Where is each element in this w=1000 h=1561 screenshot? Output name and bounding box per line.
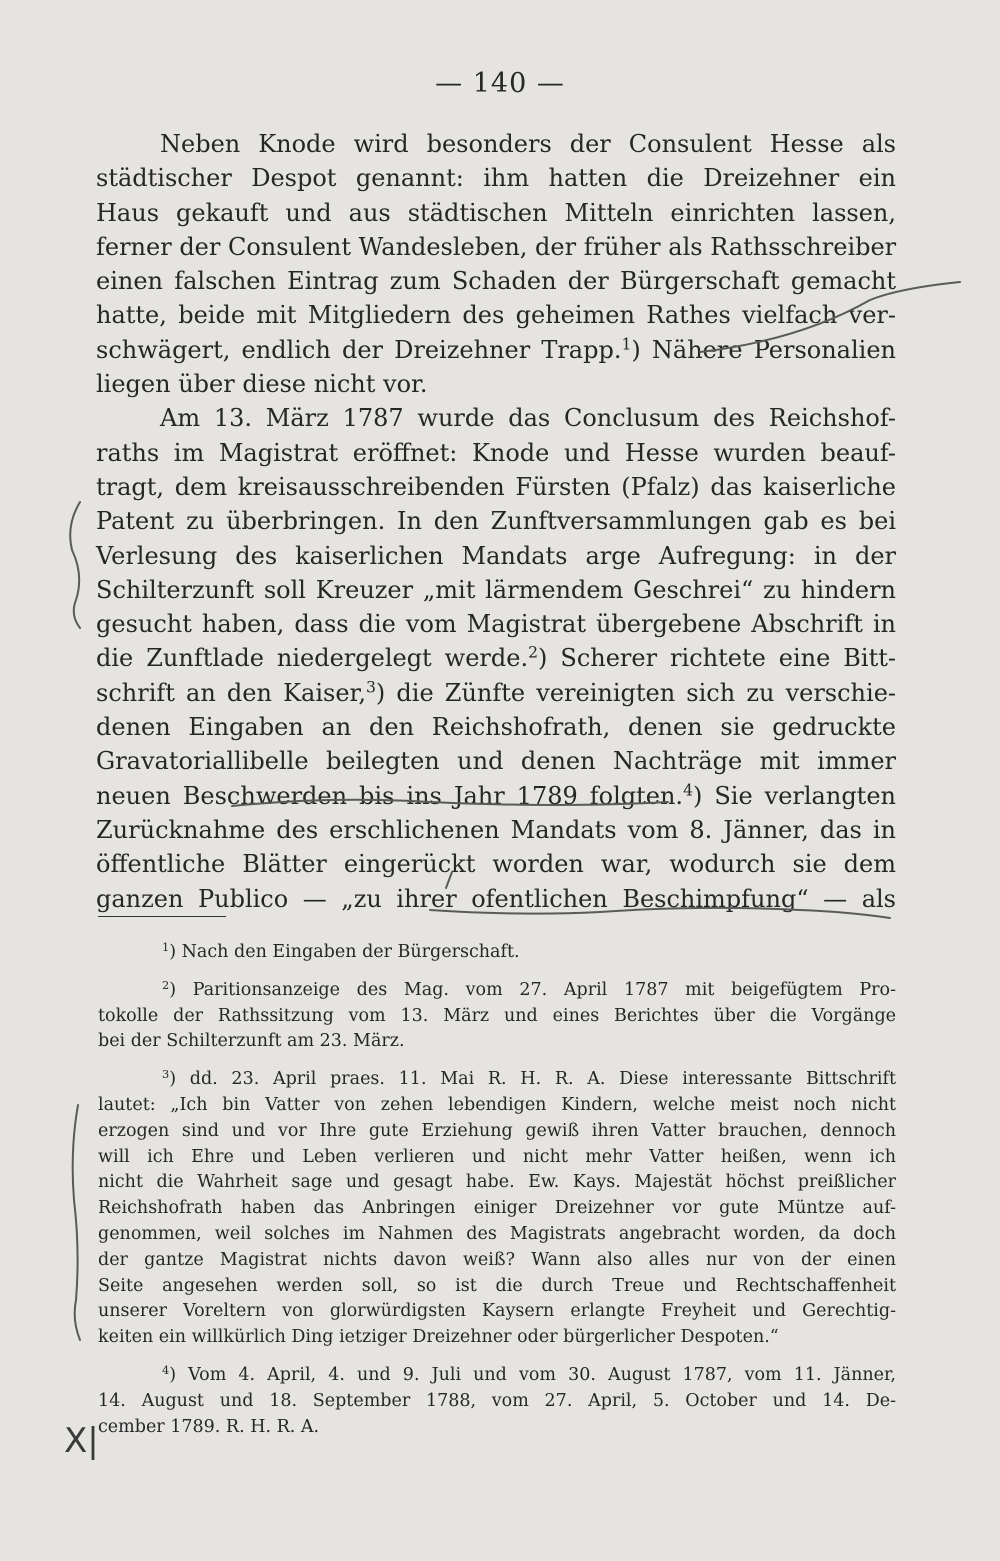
footnote-line: nicht die Wahrheit sage und gesagt habe. Ew. Kays. Majestät höchst preißlicher bbox=[98, 1172, 896, 1193]
footnote-line: will ich Ehre und Leben verlieren und nicht mehr Vatter heißen, wenn ich bbox=[98, 1146, 896, 1167]
body-line: Gravatoriallibelle beilegten und denen Nachträge mit immer bbox=[96, 747, 896, 776]
body-line: tragt, dem kreisausschreibenden Fürsten (Pfalz) das kaiserliche bbox=[96, 472, 896, 501]
body-line: raths im Magistrat eröffnet: Knode und Hesse wurden beauf- bbox=[96, 438, 896, 467]
body-line: Haus gekauft und aus städtischen Mitteln einrichten lassen, bbox=[96, 198, 896, 227]
footnote-ref: 2 bbox=[528, 643, 539, 662]
margin-bracket-body bbox=[70, 502, 80, 628]
body-line: Zurücknahme des erschlichenen Mandats vom 8. Jänner, das in bbox=[96, 815, 896, 844]
body-line: Neben Knode wird besonders der Consulent Hesse als bbox=[160, 130, 896, 158]
footnote-line: erzogen sind und vor Ihre gute Erziehung gewiß ihren Vatter brauchen, dennoch bbox=[98, 1120, 896, 1141]
footnote-ref: 1 bbox=[621, 335, 632, 354]
body-line: öffentliche Blätter eingerückt worden war, wodurch sie dem bbox=[96, 850, 896, 879]
footnote-ref: 3 bbox=[366, 678, 376, 697]
body-line: neuen Beschwerden bis ins Jahr 1789 folgten.$^4$) Sie verlangten bbox=[96, 781, 896, 810]
margin-note: X| bbox=[64, 1421, 99, 1461]
footnote-line: Reichshofrath haben das Anbringen einiger Dreizehner vor gute Müntze auf- bbox=[98, 1198, 896, 1219]
footnote-line: cember 1789. R. H. R. A. bbox=[98, 1416, 320, 1437]
footnote-number: 4 bbox=[162, 1362, 170, 1377]
footnote-number: 3 bbox=[162, 1066, 170, 1081]
body-line: Schilterzunft soll Kreuzer „mit lärmendem Geschrei“ zu hindern bbox=[96, 575, 896, 604]
body-line: hatte, beide mit Mitgliedern des geheimen Rathes vielfach ver- bbox=[96, 301, 896, 330]
footnote-line: bei der Schilterzunft am 23. März. bbox=[98, 1031, 405, 1052]
body-line: Am 13. März 1787 wurde das Conclusum des Reichshof- bbox=[160, 404, 896, 433]
footnote-line: $^3$) dd. 23. April praes. 11. Mai R. H. R. A. Diese interessante Bittschrift bbox=[162, 1066, 896, 1090]
body-line: städtischer Despot genannt: ihm hatten die Dreizehner ein bbox=[96, 164, 896, 193]
footnote-line: $^1$) Nach den Eingaben der Bürgerschaft. bbox=[162, 939, 520, 962]
body-line: ferner der Consulent Wandesleben, der früher als Rathsschreiber bbox=[96, 232, 897, 261]
footnote-line: der gantze Magistrat nichts davon weiß? Wann also alles nur von der einen bbox=[98, 1249, 896, 1270]
footnotes bbox=[98, 940, 896, 1440]
footnote-line: 14. August und 18. September 1788, vom 27. April, 5. October und 14. De- bbox=[98, 1390, 896, 1411]
footnote-number: 2 bbox=[162, 977, 170, 992]
footnote-line: keiten ein willkürlich Ding ietziger Dreizehner oder bürgerlicher Despoten.“ bbox=[98, 1327, 779, 1348]
body-line: ganzen Publico — „zu ihrer ofentlichen Beschimpfung“ — als bbox=[96, 884, 896, 913]
body-line: die Zunftlade niedergelegt werde.$^2$) Scherer richtete eine Bitt- bbox=[96, 643, 897, 673]
footnote-line: genommen, weil solches im Nahmen des Magistrats angebracht worden, da doch bbox=[98, 1223, 896, 1244]
footnote-separator bbox=[98, 916, 226, 917]
body-line: schwägert, endlich der Dreizehner Trapp.$^1$) Nähere Personalien bbox=[96, 335, 896, 364]
margin-bracket-footnote bbox=[73, 1105, 80, 1340]
footnote-line: $^2$) Paritionsanzeige des Mag. vom 27. April 1787 mit beigefügtem Pro- bbox=[162, 977, 896, 1000]
footnote-line: lautet: „Ich bin Vatter von zehen lebendigen Kindern, welche meist noch nicht bbox=[98, 1094, 896, 1115]
body-text bbox=[96, 127, 896, 916]
body-line: einen falschen Eintrag zum Schaden der Bürgerschaft gemacht bbox=[96, 267, 896, 296]
body-line: schrift an den Kaiser,$^3$) die Zünfte vereinigten sich zu verschie- bbox=[96, 678, 897, 707]
body-line: Patent zu überbringen. In den Zunftversammlungen gab es bei bbox=[96, 507, 896, 536]
footnote-line: unserer Voreltern von glorwürdigsten Kaysern erlangte Freyheit und Gerechtig- bbox=[98, 1301, 896, 1322]
body-line: liegen über diese nicht vor. bbox=[96, 370, 428, 399]
footnote-number: 1 bbox=[162, 939, 170, 954]
footnote-line: tokolle der Rathssitzung vom 13. März und eines Berichtes über die Vorgänge bbox=[98, 1005, 896, 1026]
footnote-line: Seite angesehen werden soll, so ist die durch Treue und Rechtschaffenheit bbox=[98, 1275, 896, 1296]
body-line: denen Eingaben an den Reichshofrath, denen sie gedruckte bbox=[96, 713, 896, 742]
page-number: — 140 — bbox=[435, 68, 565, 99]
footnote-ref: 4 bbox=[683, 781, 693, 800]
body-line: Verlesung des kaiserlichen Mandats arge Aufregung: in der bbox=[96, 541, 896, 570]
body-line: gesucht haben, dass die vom Magistrat übergebene Abschrift in bbox=[96, 610, 896, 639]
footnote-line: $^4$) Vom 4. April, 4. und 9. Juli und vom 30. August 1787, vom 11. Jänner, bbox=[162, 1362, 896, 1385]
